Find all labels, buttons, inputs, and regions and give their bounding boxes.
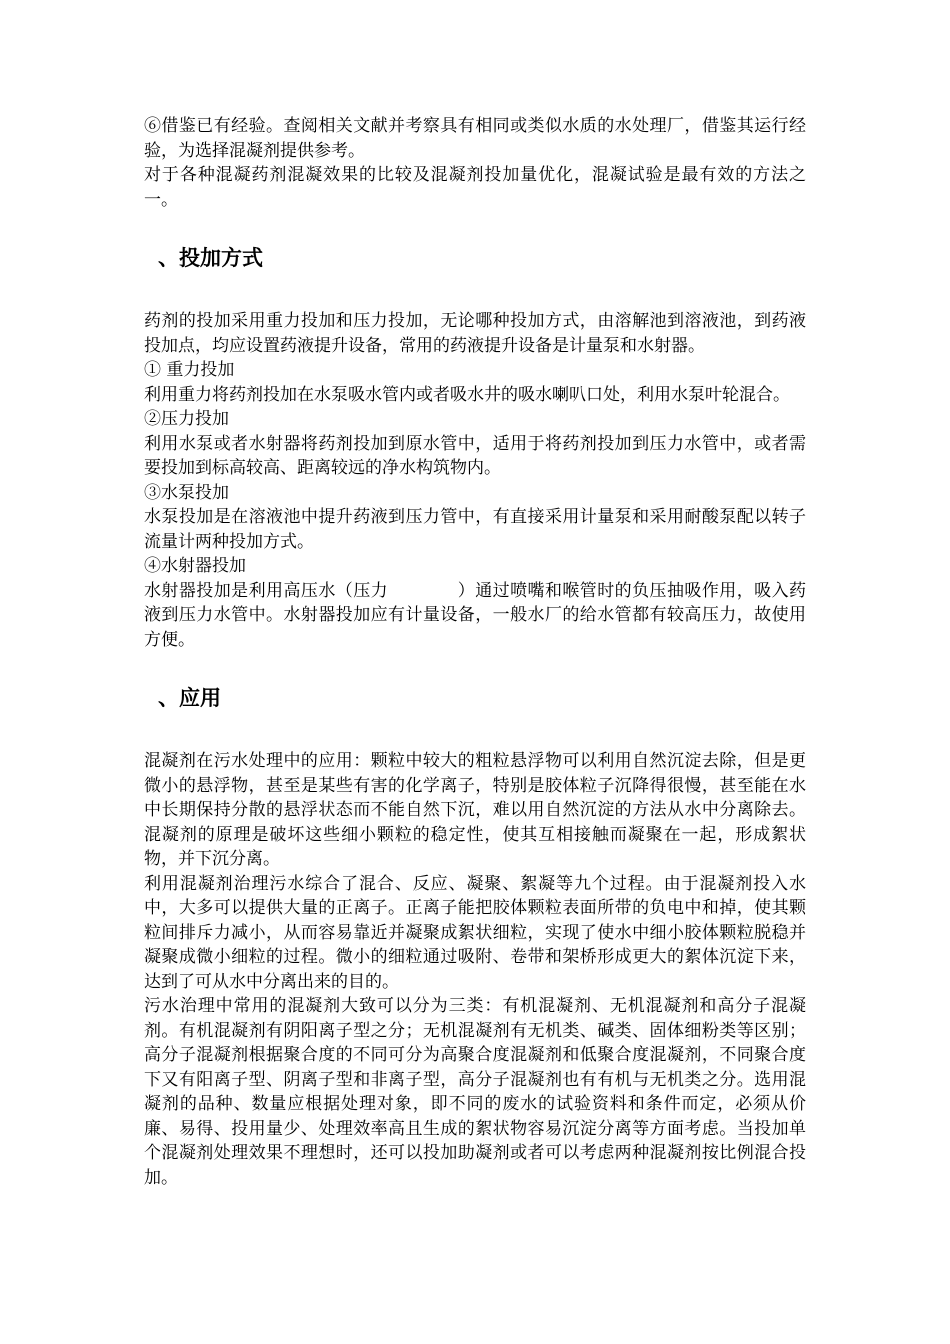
paragraph: 污水治理中常用的混凝剂大致可以分为三类：有机混凝剂、无机混凝剂和高分子混凝剂。有机混凝剂有阴阳离子型之分；无机混凝剂有无机类、碱类、固体细粉类等区别；高分子混凝剂根据聚合度的不同可分为高聚合度混凝剂和低聚合度混凝剂，不同聚合度下又有阳离子型、阴离子型和非离子型，高分子混凝剂也有有机与无机类之分。选用混凝剂的品种、数量应根据处理对象，即不同的废水的试验资料和条件而定，必须从价廉、易得、投用量少、处理效率高且生成的絮状物容易沉淀分离等方面考虑。当投加单个混凝剂处理效果不理想时，还可以投加助凝剂或者可以考虑两种混凝剂按比例混合投加。 <box>144 996 806 1188</box>
subheading-gravity-dosing: ① 重力投加 <box>144 360 235 380</box>
paragraph: 利用水泵或者水射器将药剂投加到原水管中，适用于将药剂投加到压力水管中，或者需要投加到标高较高、距离较远的净水构筑物内。 <box>144 433 806 478</box>
paragraph: 利用重力将药剂投加在水泵吸水管内或者吸水井的吸水喇叭口处，利用水泵叶轮混合。 <box>144 384 790 405</box>
document-page <box>144 114 806 1190</box>
paragraph: 利用混凝剂治理污水综合了混合、反应、凝聚、絮凝等九个过程。由于混凝剂投入水中，大多可以提供大量的正离子。正离子能把胶体颗粒表面所带的负电中和掉，使其颗粒间排斥力减小，从而容易靠近并凝聚成絮状细粒，实现了使水中细小胶体颗粒脱稳并凝聚成微小细粒的过程。微小的细粒通过吸附、卷带和架桥形成更大的絮体沉淀下来，达到了可从水中分离出来的目的。 <box>144 873 806 992</box>
section-heading-dosing-method: 、投加方式 <box>158 245 263 270</box>
spacer <box>144 652 806 683</box>
subheading-ejector-dosing: ④水射器投加 <box>144 556 246 576</box>
paragraph: 混凝剂在污水处理中的应用：颗粒中较大的粗粒悬浮物可以利用自然沉淀去除，但是更微小的悬浮物，甚至是某些有害的化学离子，特别是胶体粒子沉降得很慢，甚至能在水中长期保持分散的悬浮状态而不能自然下沉，难以用自然沉淀的方法从水中分离除去。混凝剂的原理是破坏这些细小颗粒的稳定性，使其互相接触而凝聚在一起，形成絮状物，并下沉分离。 <box>144 751 806 869</box>
paragraph: 对于各种混凝药剂混凝效果的比较及混凝剂投加量优化，混凝试验是最有效的方法之一。 <box>144 165 806 210</box>
section-heading-application: 、应用 <box>158 685 221 710</box>
paragraph: 水泵投加是在溶液池中提升药液到压力管中，有直接采用计量泵和采用耐酸泵配以转子流量计两种投加方式。 <box>144 507 806 552</box>
spacer <box>144 212 806 243</box>
subheading-pump-dosing: ③水泵投加 <box>144 482 229 503</box>
paragraph: 药剂的投加采用重力投加和压力投加，无论哪种投加方式，由溶解池到溶液池，到药液投加点，均应设置药液提升设备，常用的药液提升设备是计量泵和水射器。 <box>144 311 806 356</box>
spacer <box>144 713 806 749</box>
paragraph: 水射器投加是利用高压水（压力 ）通过喷嘴和喉管时的负压抽吸作用，吸入药液到压力水管中。水射器投加应有计量设备，一般水厂的给水管都有较高压力，故使用方便。 <box>144 580 806 650</box>
subheading-pressure-dosing: ②压力投加 <box>144 409 229 429</box>
paragraph: ⑥借鉴已有经验。查阅相关文献并考察具有相同或类似水质的水处理厂，借鉴其运行经验，为选择混凝剂提供参考。 <box>144 116 806 161</box>
spacer <box>144 273 806 309</box>
